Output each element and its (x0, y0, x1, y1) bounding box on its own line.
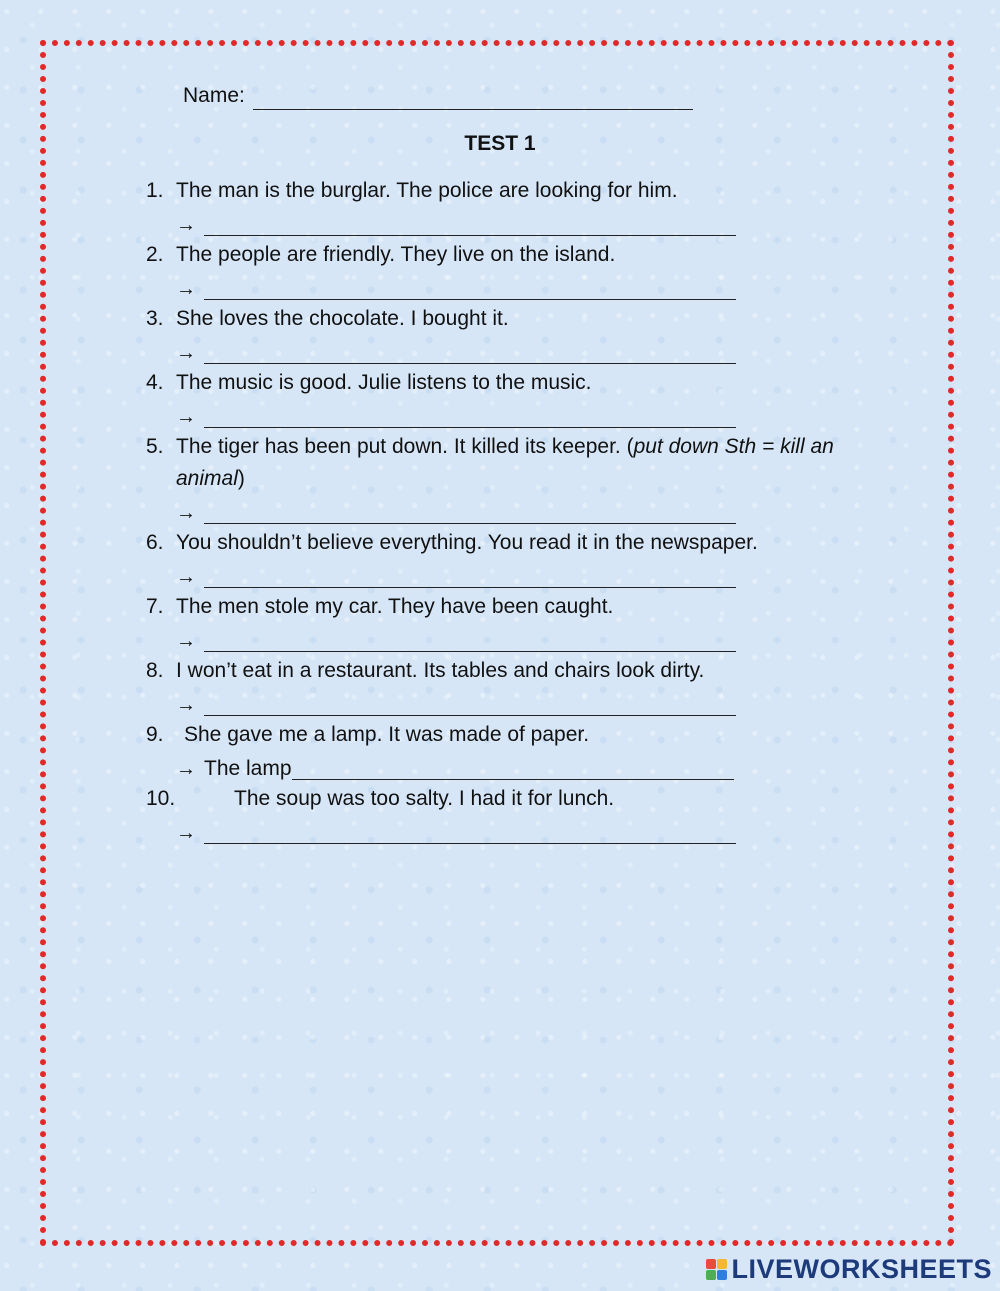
question-number: 1. (146, 179, 164, 202)
logo-text: LIVEWORKSHEETS (731, 1254, 992, 1284)
question-number: 5. (146, 435, 164, 458)
question-item (146, 783, 896, 847)
question-item (146, 591, 896, 655)
question-text: You shouldn’t believe everything. You read it in the newspaper. (176, 531, 758, 554)
name-row (183, 82, 693, 110)
question-item (146, 239, 896, 303)
arrow-right-icon: → (176, 822, 196, 844)
arrow-right-icon: → (176, 630, 196, 652)
question-text: The man is the burglar. The police are looking for him. (176, 179, 678, 202)
question-number: 7. (146, 595, 164, 618)
page-title: TEST 1 (464, 132, 536, 155)
answer-input[interactable] (204, 565, 736, 588)
question-item (146, 175, 896, 239)
answer-input[interactable] (204, 693, 736, 716)
question-item (146, 431, 896, 527)
liveworksheets-logo[interactable] (706, 1254, 992, 1285)
question-text: The music is good. Julie listens to the music. (176, 371, 592, 394)
answer-row (176, 559, 896, 591)
logo-mark-square (717, 1259, 727, 1269)
question-number: 8. (146, 659, 164, 682)
answer-input[interactable] (204, 821, 736, 844)
answer-row (176, 815, 896, 847)
logo-mark-square (717, 1270, 727, 1280)
question-number: 3. (146, 307, 164, 330)
arrow-right-icon: → (176, 758, 196, 780)
question-item (146, 303, 896, 367)
answer-input[interactable] (292, 757, 734, 780)
answer-row (176, 271, 896, 303)
answer-row (176, 687, 896, 719)
arrow-right-icon: → (176, 566, 196, 588)
question-text (176, 431, 886, 495)
answer-row (176, 623, 896, 655)
answer-input[interactable] (204, 341, 736, 364)
question-text: She gave me a lamp. It was made of paper. (184, 723, 590, 746)
question-number: 4. (146, 371, 164, 394)
arrow-right-icon: → (176, 694, 196, 716)
answer-row (176, 495, 896, 527)
question-note: put down Sth = kill an animal (176, 435, 834, 490)
question-text: The people are friendly. They live on the island. (176, 243, 616, 266)
name-label: Name: (183, 84, 245, 107)
question-item (146, 719, 896, 783)
question-number: 9. (146, 723, 164, 746)
answer-row (176, 751, 896, 783)
question-item (146, 527, 896, 591)
answer-row (176, 335, 896, 367)
arrow-right-icon: → (176, 406, 196, 428)
question-text: She loves the chocolate. I bought it. (176, 307, 509, 330)
arrow-right-icon: → (176, 214, 196, 236)
question-text: The men stole my car. They have been caught. (176, 595, 614, 618)
arrow-right-icon: → (176, 278, 196, 300)
answer-row (176, 207, 896, 239)
question-number: 2. (146, 243, 164, 266)
answer-input[interactable] (204, 629, 736, 652)
name-input[interactable] (253, 87, 693, 110)
question-text: The soup was too salty. I had it for lunch. (234, 787, 615, 810)
question-number: 10. (146, 787, 176, 810)
question-list (146, 175, 896, 847)
answer-input[interactable] (204, 501, 736, 524)
arrow-right-icon: → (176, 342, 196, 364)
answer-input[interactable] (204, 213, 736, 236)
logo-mark-square (706, 1270, 716, 1280)
question-text: I won’t eat in a restaurant. Its tables and chairs look dirty. (176, 659, 705, 682)
question-text-end: ) (237, 467, 245, 490)
question-item (146, 367, 896, 431)
answer-prefix: The lamp (204, 757, 292, 780)
arrow-right-icon: → (176, 502, 196, 524)
answer-row (176, 399, 896, 431)
question-text-main: The tiger has been put down. It killed its keeper. ( (176, 435, 634, 458)
answer-input[interactable] (204, 277, 736, 300)
logo-mark-square (706, 1259, 716, 1269)
question-number: 6. (146, 531, 164, 554)
answer-input[interactable] (204, 405, 736, 428)
logo-mark-icon (706, 1259, 727, 1280)
question-item (146, 655, 896, 719)
